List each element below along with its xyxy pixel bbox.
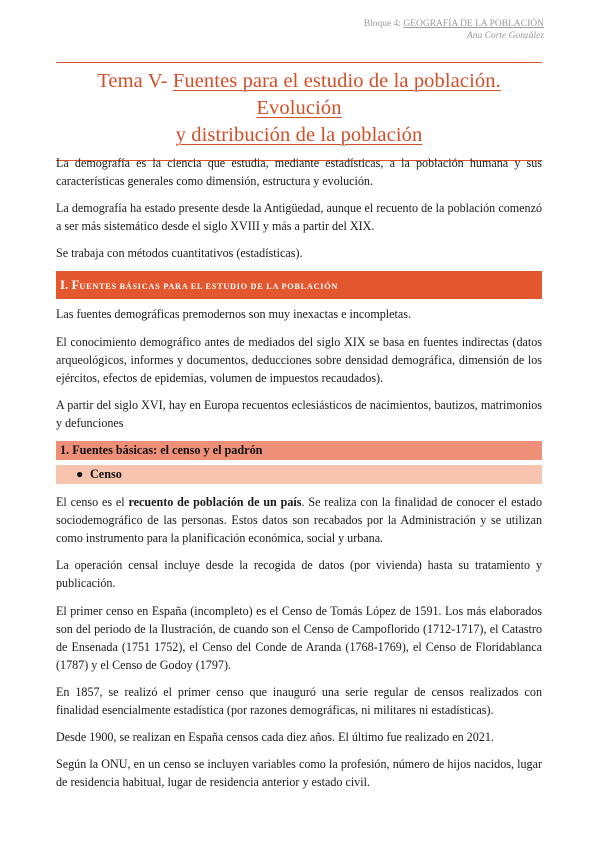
header-bloque [364, 18, 544, 30]
subsection-heading-1: 1. Fuentes básicas: el censo y el padrón [56, 441, 542, 460]
section1-paragraph-3: A partir del siglo XVI, hay en Europa recuentos eclesiásticos de nacimientos, bautizos, matrimonios y defunciones [56, 397, 542, 430]
title-prefix: Tema V- [97, 70, 173, 92]
title-line1: Fuentes para el estudio de la población. Evolución [172, 70, 501, 119]
header-bloque-link[interactable]: GEOGRAFÍA DE LA POBLACIÓN [403, 19, 544, 29]
section-heading-1 [56, 271, 542, 299]
censo-paragraph-6: Según la ONU, en un censo se incluyen variables como la profesión, número de hijos nacidos, lugar de residencia habitual, lugar de residencia anterior y estado civil. [56, 757, 542, 790]
bullet-heading-label: Censo [90, 467, 122, 482]
section-first-letter: F [71, 277, 80, 293]
section-title-rest: UENTES BÁSICAS PARA EL ESTUDIO DE LA POBLACIÓN [79, 282, 339, 292]
title-block [56, 62, 542, 161]
censo-paragraph-3: El primer censo en España (incompleto) es el Censo de Tomás López de 1591. Los más elaborados son del periodo de la Ilustración, de cuando son el Censo de Campoflorido (1712-1717), el Catastro de Ensenada (1751 1752), el Censo del Conde de Aranda (1768-1769), el Censo de Floridablanca (1787) y el Censo de Godoy (1797). [56, 603, 542, 672]
censo-paragraph-5: Desde 1900, se realizan en España censos cada diez años. El último fue realizado en 2021. [56, 730, 494, 745]
header-bloque-prefix: Bloque 4: [363, 19, 404, 29]
censo-p1-bold: recuento de población de un país [128, 495, 302, 510]
intro-paragraph-1: La demografía es la ciencia que estudia, mediante estadísticas, a la población humana y sus características generales como dimensión, estructura y evolución. [56, 156, 542, 189]
title-line2: y distribución de la población [175, 124, 423, 146]
bullet-icon: ● [76, 467, 84, 482]
censo-paragraph-1 [56, 493, 542, 547]
document-body [56, 154, 542, 800]
header-author: Ana Corte González [466, 31, 544, 41]
section1-paragraph-1: Las fuentes demográficas premodernos son muy inexactas e incompletas. [56, 307, 411, 322]
intro-paragraph-2: La demografía ha estado presente desde la Antigüedad, aunque el recuento de la población comenzó a ser más sistemático desde el siglo XVIII y más a partir del XIX. [56, 201, 542, 234]
censo-paragraph-2: La operación censal incluye desde la recogida de datos (por vivienda) hasta su tratamiento y publicación. [56, 558, 542, 591]
intro-paragraph-3: Se trabaja con métodos cuantitativos (estadísticas). [56, 246, 303, 261]
bullet-heading-censo [56, 465, 542, 484]
censo-p1-after: . Se realiza con la finalidad de conocer el estado sociodemográfico de las personas. Estos datos son recabados por la Administración y se utilizan como instrumento para la planificación económica, social y urbana. [56, 495, 542, 546]
censo-p1-before: El censo es el [56, 495, 129, 510]
title-rule-top [56, 62, 542, 63]
page-title [56, 68, 542, 149]
section-number: I. [60, 277, 69, 293]
page-header [364, 18, 544, 42]
section1-paragraph-2: El conocimiento demográfico antes de mediados del siglo XIX se basa en fuentes indirectas (datos arqueológicos, informes y documentos, deducciones sobre densidad demográfica, dimensión de los ejércitos, efectos de epidemias, volumen de impuestos recaudados). [56, 334, 542, 385]
censo-paragraph-4: En 1857, se realizó el primer censo que inauguró una serie regular de censos realizados con finalidad esencialmente estadística (por razones demográficas, ni militares ni estadísticas). [56, 684, 542, 717]
